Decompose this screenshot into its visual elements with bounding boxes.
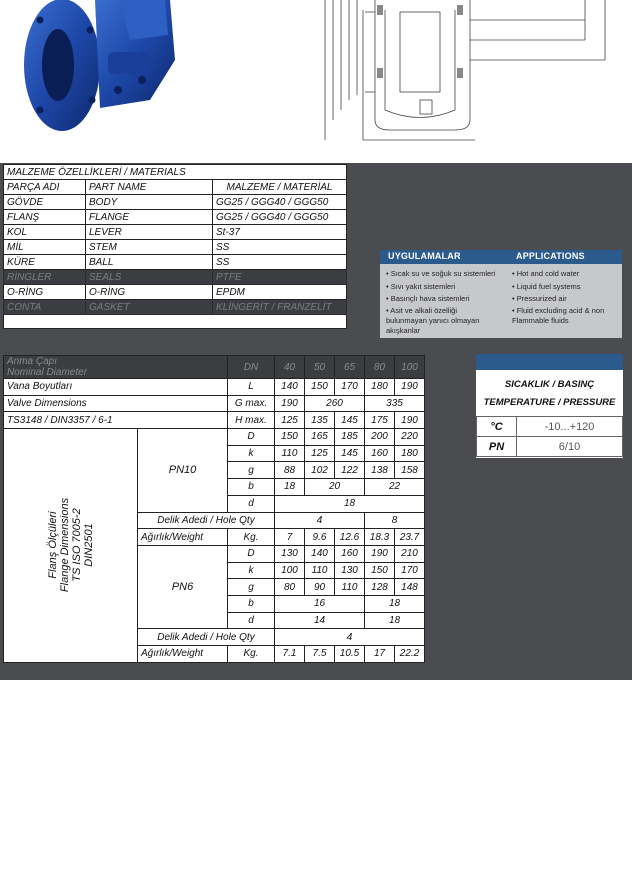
dn-size: 65 [335,356,365,379]
cell: 190 [275,395,305,412]
hole-qty-label: Delik Adedi / Hole Qty [138,512,275,529]
applications-list-en [512,268,620,328]
row-label: k [228,445,275,462]
cell: 102 [305,462,335,479]
materials-row [4,240,347,255]
cell: 150 [305,379,335,396]
cell: 22.2 [395,646,425,663]
application-item: • Liquid fuel systems [512,281,620,294]
weight-label: Ağırlık/Weight [138,646,228,663]
cell: 10.5 [335,646,365,663]
application-item: • Hot and cold water [512,268,620,281]
nominal-diameter-en: Nominal Diameter [7,367,88,378]
temperature-pressure-box [476,354,623,458]
col-material: MALZEME / MATERİAL [213,180,347,195]
row-label: D [228,429,275,446]
applications-list-tr [386,268,498,338]
cell: 165 [305,429,335,446]
materials-table [3,164,347,329]
part-en: O-RİNG [86,285,213,300]
dn-size: 50 [305,356,335,379]
cell: 16 [275,595,365,612]
part-tr: CONTA [4,300,86,315]
nominal-diameter-tr: Anma Çapı [7,356,58,367]
pn10-label: PN10 [138,429,228,512]
row-label: H max. [228,412,275,429]
part-en: GASKET [86,300,213,315]
cell: 170 [335,379,365,396]
cell: 128 [365,579,395,596]
product-header-area [0,0,632,163]
row-label: b [228,479,275,496]
material: KLİNGERİT / FRANZELİT [213,300,347,315]
flange-dimensions-label [47,498,95,592]
cell: 18 [365,612,425,629]
cell: 140 [305,545,335,562]
part-en: BODY [86,195,213,210]
weight-unit: Kg. [228,646,275,663]
row-label: b [228,595,275,612]
cell: 170 [395,562,425,579]
cell: 100 [275,562,305,579]
cell: 8 [365,512,425,529]
pn6-label: PN6 [138,545,228,628]
cell: 18 [365,595,425,612]
cell: 9.6 [305,529,335,546]
flange-line: Flanş Ölçüleri [46,511,59,579]
cell: 14 [275,612,365,629]
temperature-title [476,376,623,412]
row-label: g [228,579,275,596]
materials-row [4,255,347,270]
dims-header-row [4,356,425,379]
valve-section-drawing [305,0,625,150]
cell: 175 [365,412,395,429]
applications-title-tr: UYGULAMALAR [388,251,461,261]
cell: 190 [365,545,395,562]
materials-row [4,195,347,210]
cell: 18 [275,495,425,512]
material: GG25 / GGG40 / GGG50 [213,195,347,210]
cell: 260 [305,395,365,412]
cell: 160 [365,445,395,462]
cell: 220 [395,429,425,446]
cell: 22 [365,479,425,496]
application-item: • Basınçlı hava sistemleri [386,293,498,306]
cell: 190 [395,379,425,396]
application-item: • Pressurized air [512,293,620,306]
materials-row [4,225,347,240]
part-tr: KÜRE [4,255,86,270]
cell: 158 [395,462,425,479]
material: GG25 / GGG40 / GGG50 [213,210,347,225]
part-tr: O-RİNG [4,285,86,300]
part-tr: FLANŞ [4,210,86,225]
material: St-37 [213,225,347,240]
blank-cell [4,315,347,329]
application-item: • Sıvı yakıt sistemleri [386,281,498,294]
col-part-name-en: PART NAME [86,180,213,195]
cell: 190 [395,412,425,429]
row-label: L [228,379,275,396]
cell: 150 [365,562,395,579]
dn-size: 40 [275,356,305,379]
cell: 150 [275,429,305,446]
row-label: k [228,562,275,579]
material: SS [213,240,347,255]
cell: 7 [275,529,305,546]
valve-product-photo [0,0,200,140]
part-en: STEM [86,240,213,255]
cell: 4 [275,512,365,529]
dn-size: 80 [365,356,395,379]
cell: 110 [305,562,335,579]
valve-dimensions-tr: Vana Boyutları [4,379,228,396]
cell: 335 [365,395,425,412]
cell: 130 [335,562,365,579]
part-tr: GÖVDE [4,195,86,210]
application-item: • Asit ve alkali özelliği bulunmayan yanıcı olmayan akışkanlar [386,306,498,338]
cell: 160 [335,545,365,562]
cell: 185 [335,429,365,446]
cell: 125 [275,412,305,429]
dims-row-Gmax [4,395,425,412]
cell: 130 [275,545,305,562]
part-tr: KOL [4,225,86,240]
applications-title-en: APPLICATIONS [516,251,585,261]
cell: 145 [335,412,365,429]
temperature-title-tr: SICAKLIK / BASINÇ [504,379,595,390]
row-label: g [228,462,275,479]
cell: 17 [365,646,395,663]
pressure-value: 6/10 [517,437,623,457]
applications-header [380,250,622,264]
cell: 80 [275,579,305,596]
nominal-diameter-label [4,356,228,379]
part-en: BALL [86,255,213,270]
temperature-table [476,416,623,457]
flange-line: DIN2501 [82,523,95,568]
cell: 140 [275,379,305,396]
applications-box [380,250,622,338]
valve-dimensions-en: Valve Dimensions [4,395,228,412]
dn-label: DN [228,356,275,379]
cell: 4 [275,629,425,646]
row-label: G max. [228,395,275,412]
flange-line: Flange Dimensions [58,498,71,593]
valve-dimensions-standard: TS3148 / DIN3357 / 6-1 [4,412,228,429]
cell: 180 [395,445,425,462]
temperature-value: -10...+120 [517,417,623,437]
cell: 90 [305,579,335,596]
cell: 110 [275,445,305,462]
row-label: D [228,545,275,562]
pressure-row [477,437,623,457]
weight-label: Ağırlık/Weight [138,529,228,546]
part-tr: MİL [4,240,86,255]
col-part-name-tr: PARÇA ADI [4,180,86,195]
materials-header-row [4,180,347,195]
cell: 210 [395,545,425,562]
part-en: SEALS [86,270,213,285]
cell: 23.7 [395,529,425,546]
materials-title-row [4,165,347,180]
cell: 125 [305,445,335,462]
dims-row-pn10-D [4,429,425,446]
cell: 7.1 [275,646,305,663]
temperature-key: °C [477,417,517,437]
temperature-title-en: TEMPERATURE / PRESSURE [483,397,616,408]
materials-title: MALZEME ÖZELLİKLERİ / MATERIALS [4,165,347,180]
materials-row [4,270,347,285]
application-item: • Fluid excluding acid & non Flammable fluids [512,306,620,328]
cell: 145 [335,445,365,462]
hole-qty-label: Delik Adedi / Hole Qty [138,629,275,646]
cell: 88 [275,462,305,479]
part-tr: RİNGLER [4,270,86,285]
dims-row-L [4,379,425,396]
materials-row [4,285,347,300]
dn-size: 100 [395,356,425,379]
materials-row [4,300,347,315]
material: SS [213,255,347,270]
weight-unit: Kg. [228,529,275,546]
part-en: FLANGE [86,210,213,225]
temperature-header-bar [476,354,623,370]
row-label: d [228,495,275,512]
materials-row [4,210,347,225]
cell: 135 [305,412,335,429]
pressure-key: PN [477,437,517,457]
material: PTFE [213,270,347,285]
cell: 18.3 [365,529,395,546]
temperature-row [477,417,623,437]
materials-blank-row [4,315,347,329]
cell: 180 [365,379,395,396]
material: EPDM [213,285,347,300]
application-item: • Sıcak su ve soğuk su sistemleri [386,268,498,281]
flange-dimensions-label-cell [4,429,138,663]
row-label: d [228,612,275,629]
cell: 200 [365,429,395,446]
cell: 110 [335,579,365,596]
flange-line: TS ISO 7005-2 [70,508,83,583]
cell: 12.6 [335,529,365,546]
cell: 148 [395,579,425,596]
cell: 7.5 [305,646,335,663]
cell: 18 [275,479,305,496]
cell: 138 [365,462,395,479]
cell: 122 [335,462,365,479]
part-en: LEVER [86,225,213,240]
dims-row-Hmax [4,412,425,429]
dimensions-table [3,355,425,663]
cell: 20 [305,479,365,496]
